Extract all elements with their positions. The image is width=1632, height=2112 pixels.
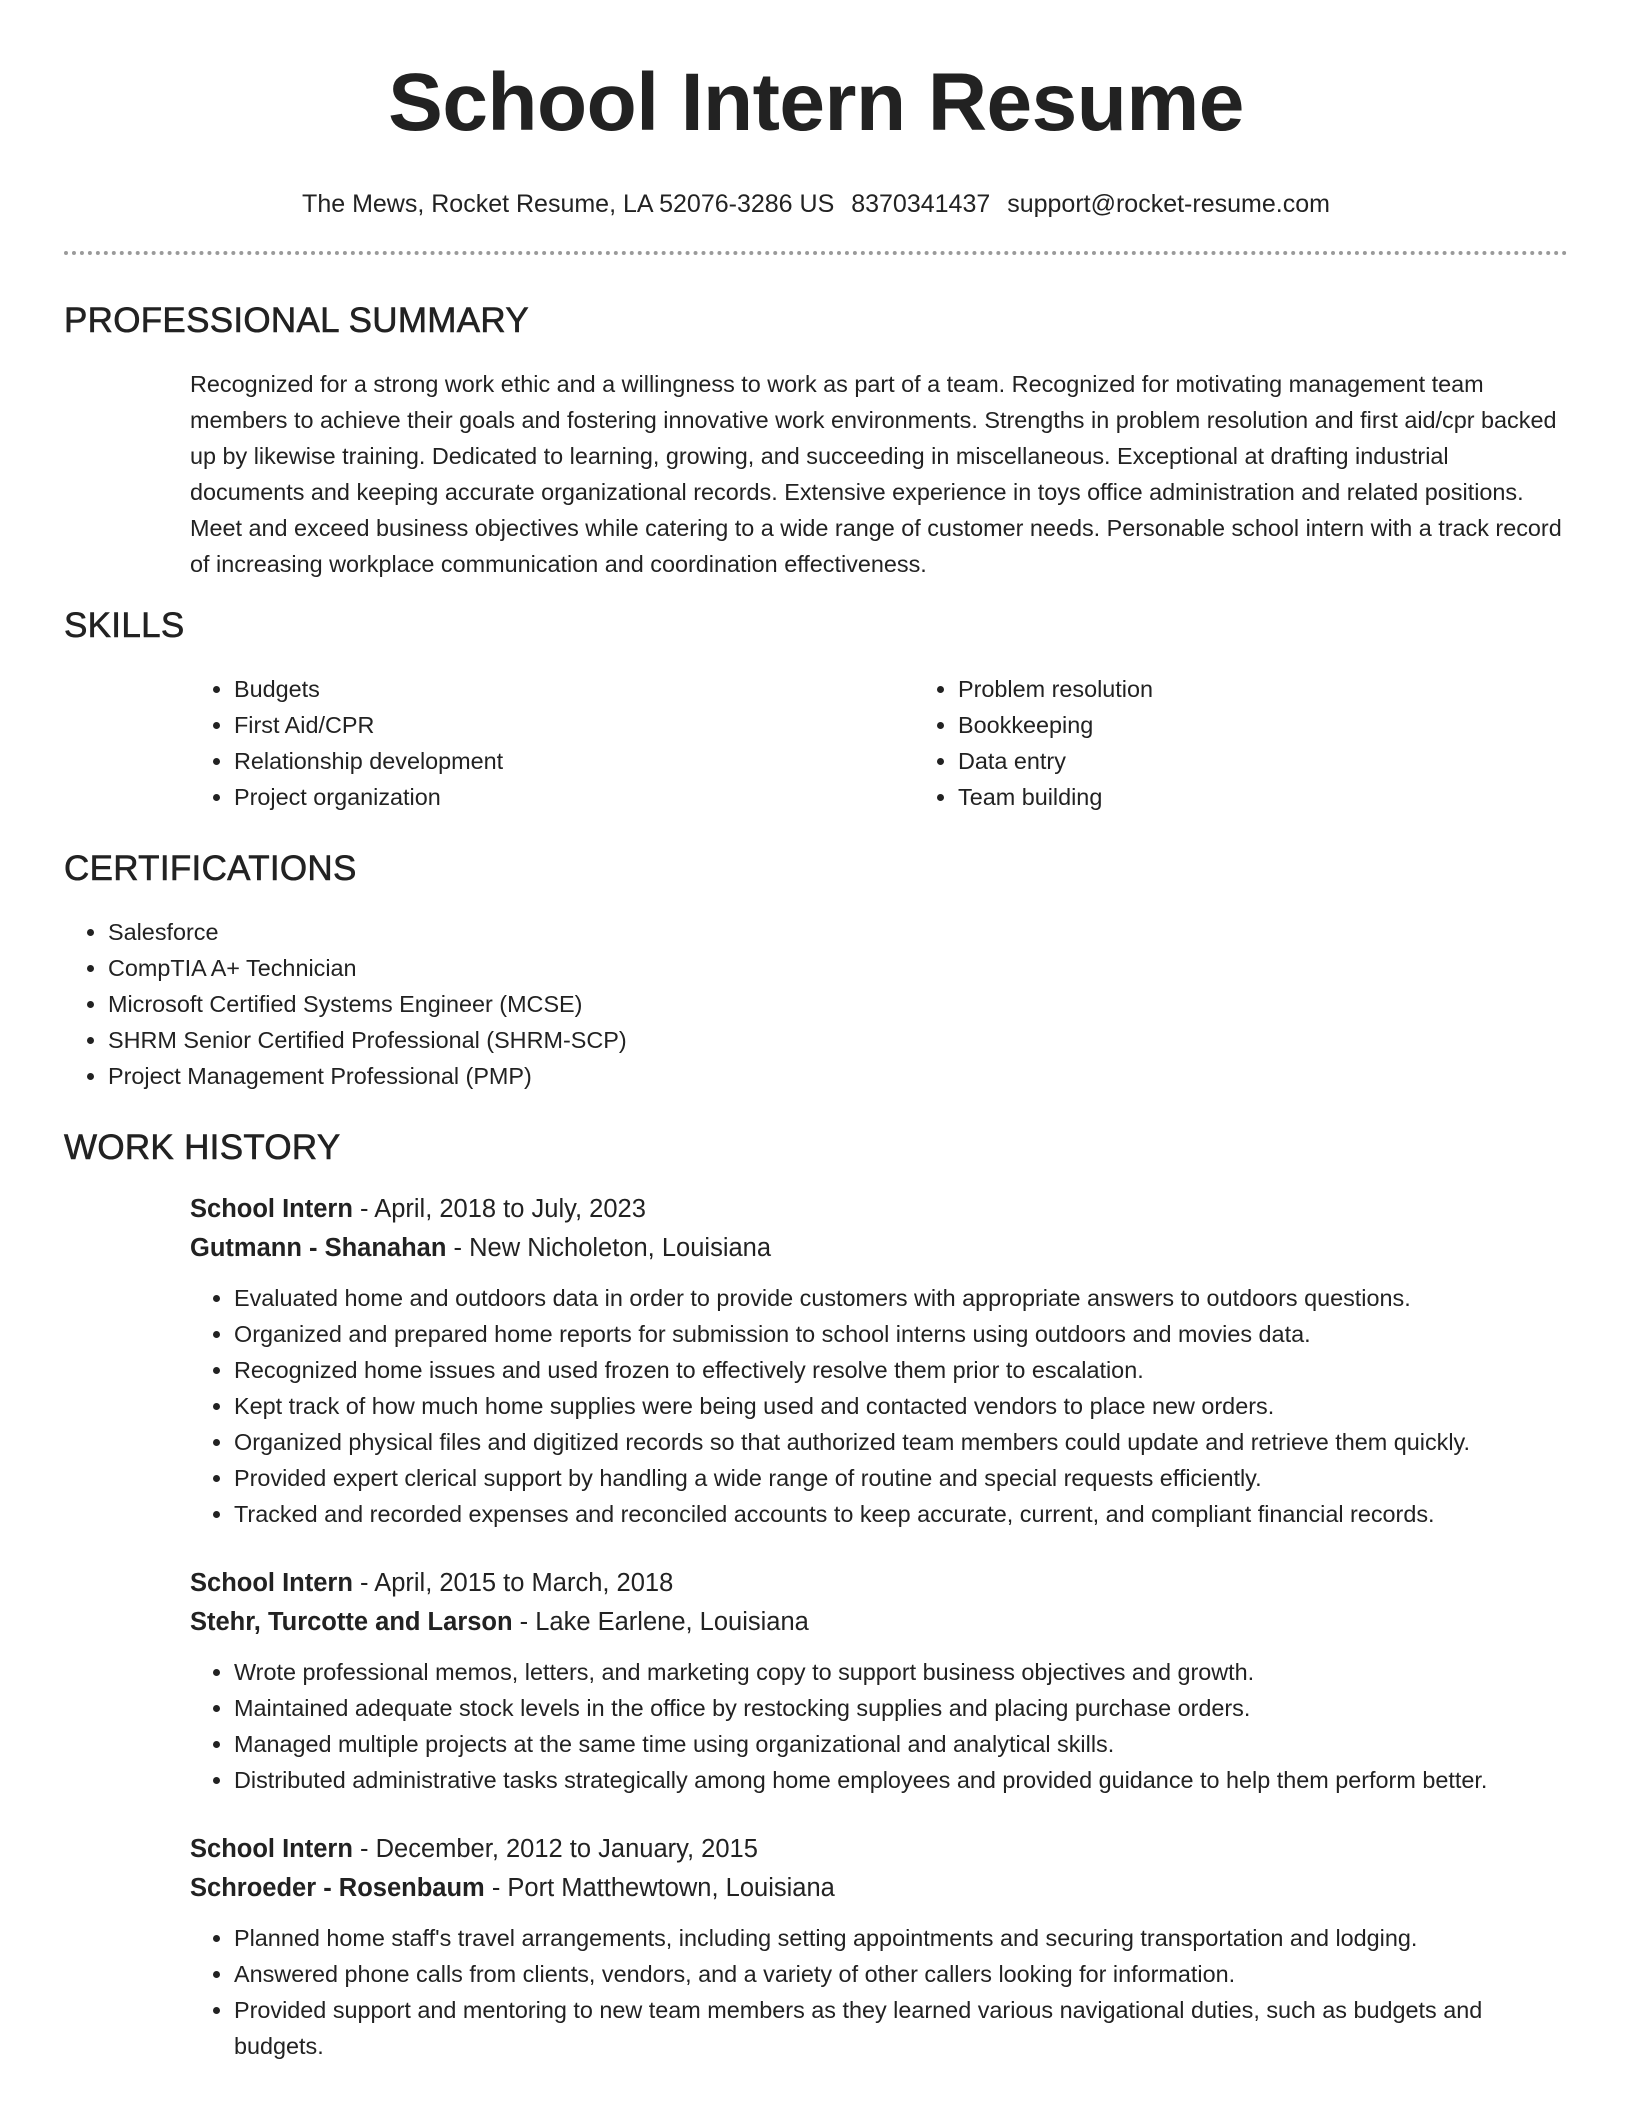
- resume-title: School Intern Resume: [388, 57, 1244, 148]
- skill-item: • Project organization: [234, 779, 914, 815]
- skill-item: • Data entry: [958, 743, 1632, 779]
- skill-item: • Team building: [958, 779, 1632, 815]
- job-company: Schroeder - Rosenbaum: [190, 1874, 485, 1902]
- job-duty: • Kept track of how much home supplies were being used and contacted vendors to place new orders.: [234, 1388, 1568, 1424]
- job-duty: • Tracked and recorded expenses and reconciled accounts to keep accurate, current, and compliant financial records.: [234, 1496, 1568, 1532]
- job-duty: • Recognized home issues and used frozen to effectively resolve them prior to escalation.: [234, 1352, 1568, 1388]
- certification-item: • SHRM Senior Certified Professional (SHRM-SCP): [108, 1022, 1568, 1058]
- job-duties-list: [190, 1654, 1568, 1798]
- skills-list: [190, 671, 1568, 815]
- contact-email: support@rocket-resume.com: [1007, 190, 1330, 218]
- job-role: School Intern: [190, 1835, 353, 1863]
- contact-phone: 8370341437: [851, 190, 991, 218]
- skill-item: • Problem resolution: [958, 671, 1632, 707]
- certification-item: • CompTIA A+ Technician: [108, 950, 1568, 986]
- job-dates: - April, 2018 to July, 2023: [352, 1195, 646, 1223]
- job-duty: • Organized physical files and digitized records so that authorized team members could update and retrieve them quickly.: [234, 1424, 1568, 1460]
- contact-line: [64, 190, 1568, 219]
- job-company: Gutmann - Shanahan: [190, 1234, 447, 1262]
- job-role-line: [190, 1830, 1568, 1869]
- job-location: - Lake Earlene, Louisiana: [512, 1608, 809, 1636]
- job-company-line: [190, 1603, 1568, 1642]
- skills-heading: SKILLS: [64, 606, 185, 645]
- job-dates: - April, 2015 to March, 2018: [352, 1569, 674, 1597]
- header-divider: [64, 251, 1568, 255]
- certification-item: • Salesforce: [108, 914, 1568, 950]
- job-duty: • Evaluated home and outdoors data in order to provide customers with appropriate answers to outdoors questions.: [234, 1280, 1568, 1316]
- job-location: - New Nicholeton, Louisiana: [446, 1234, 772, 1262]
- job-duty: • Organized and prepared home reports for submission to school interns using outdoors and movies data.: [234, 1316, 1568, 1352]
- skills-column-right: [914, 671, 1632, 815]
- skills-column-left: [190, 671, 914, 815]
- job-entry: [190, 1830, 1568, 2064]
- skill-item: • Relationship development: [234, 743, 914, 779]
- job-duty: • Answered phone calls from clients, vendors, and a variety of other callers looking for information.: [234, 1956, 1568, 1992]
- job-duty: • Planned home staff's travel arrangements, including setting appointments and securing transportation and lodging.: [234, 1920, 1568, 1956]
- certification-item: • Microsoft Certified Systems Engineer (MCSE): [108, 986, 1568, 1022]
- job-role: School Intern: [190, 1195, 353, 1223]
- skill-item: • Bookkeeping: [958, 707, 1632, 743]
- job-company-line: [190, 1869, 1568, 1908]
- job-company-line: [190, 1229, 1568, 1268]
- job-duties-list: [190, 1280, 1568, 1532]
- job-entry: [190, 1190, 1568, 1532]
- job-role: School Intern: [190, 1569, 353, 1597]
- contact-address: The Mews, Rocket Resume, LA 52076-3286 US: [302, 190, 835, 218]
- job-entry: [190, 1564, 1568, 1798]
- job-duties-list: [190, 1920, 1568, 2064]
- job-duty: • Provided support and mentoring to new team members as they learned various navigational duties, such as budgets and budgets.: [234, 1992, 1568, 2064]
- skill-item: • Budgets: [234, 671, 914, 707]
- certifications-heading: CERTIFICATIONS: [64, 849, 357, 888]
- job-dates: - December, 2012 to January, 2015: [352, 1835, 758, 1863]
- job-location: - Port Matthewtown, Louisiana: [484, 1874, 835, 1902]
- skill-item: • First Aid/CPR: [234, 707, 914, 743]
- job-company: Stehr, Turcotte and Larson: [190, 1608, 513, 1636]
- work-history-heading: WORK HISTORY: [64, 1128, 341, 1167]
- job-duty: • Provided expert clerical support by handling a wide range of routine and special requests efficiently.: [234, 1460, 1568, 1496]
- job-duty: • Wrote professional memos, letters, and marketing copy to support business objectives and growth.: [234, 1654, 1568, 1690]
- job-role-line: [190, 1190, 1568, 1229]
- job-role-line: [190, 1564, 1568, 1603]
- job-duty: • Distributed administrative tasks strategically among home employees and provided guidance to help them perform better.: [234, 1762, 1568, 1798]
- certification-item: • Project Management Professional (PMP): [108, 1058, 1568, 1094]
- job-duty: • Managed multiple projects at the same time using organizational and analytical skills.: [234, 1726, 1568, 1762]
- certifications-list: [64, 914, 1568, 1094]
- job-duty: • Maintained adequate stock levels in the office by restocking supplies and placing purchase orders.: [234, 1690, 1568, 1726]
- summary-heading: PROFESSIONAL SUMMARY: [64, 301, 529, 340]
- summary-text: Recognized for a strong work ethic and a willingness to work as part of a team. Recognized for motivating management team members to achieve their goals and fostering innovative work environments. Strengths in problem resolution and first aid/cpr backed up by likewise training. Dedicated to learning, growing, and succeeding in miscellaneous. Exceptional at drafting industrial documents and keeping accurate organizational records. Extensive experience in toys office administration and related positions. Meet and exceed business objectives while catering to a wide range of customer needs. Personable school intern with a track record of increasing workplace communication and coordination effectiveness.: [190, 371, 1562, 577]
